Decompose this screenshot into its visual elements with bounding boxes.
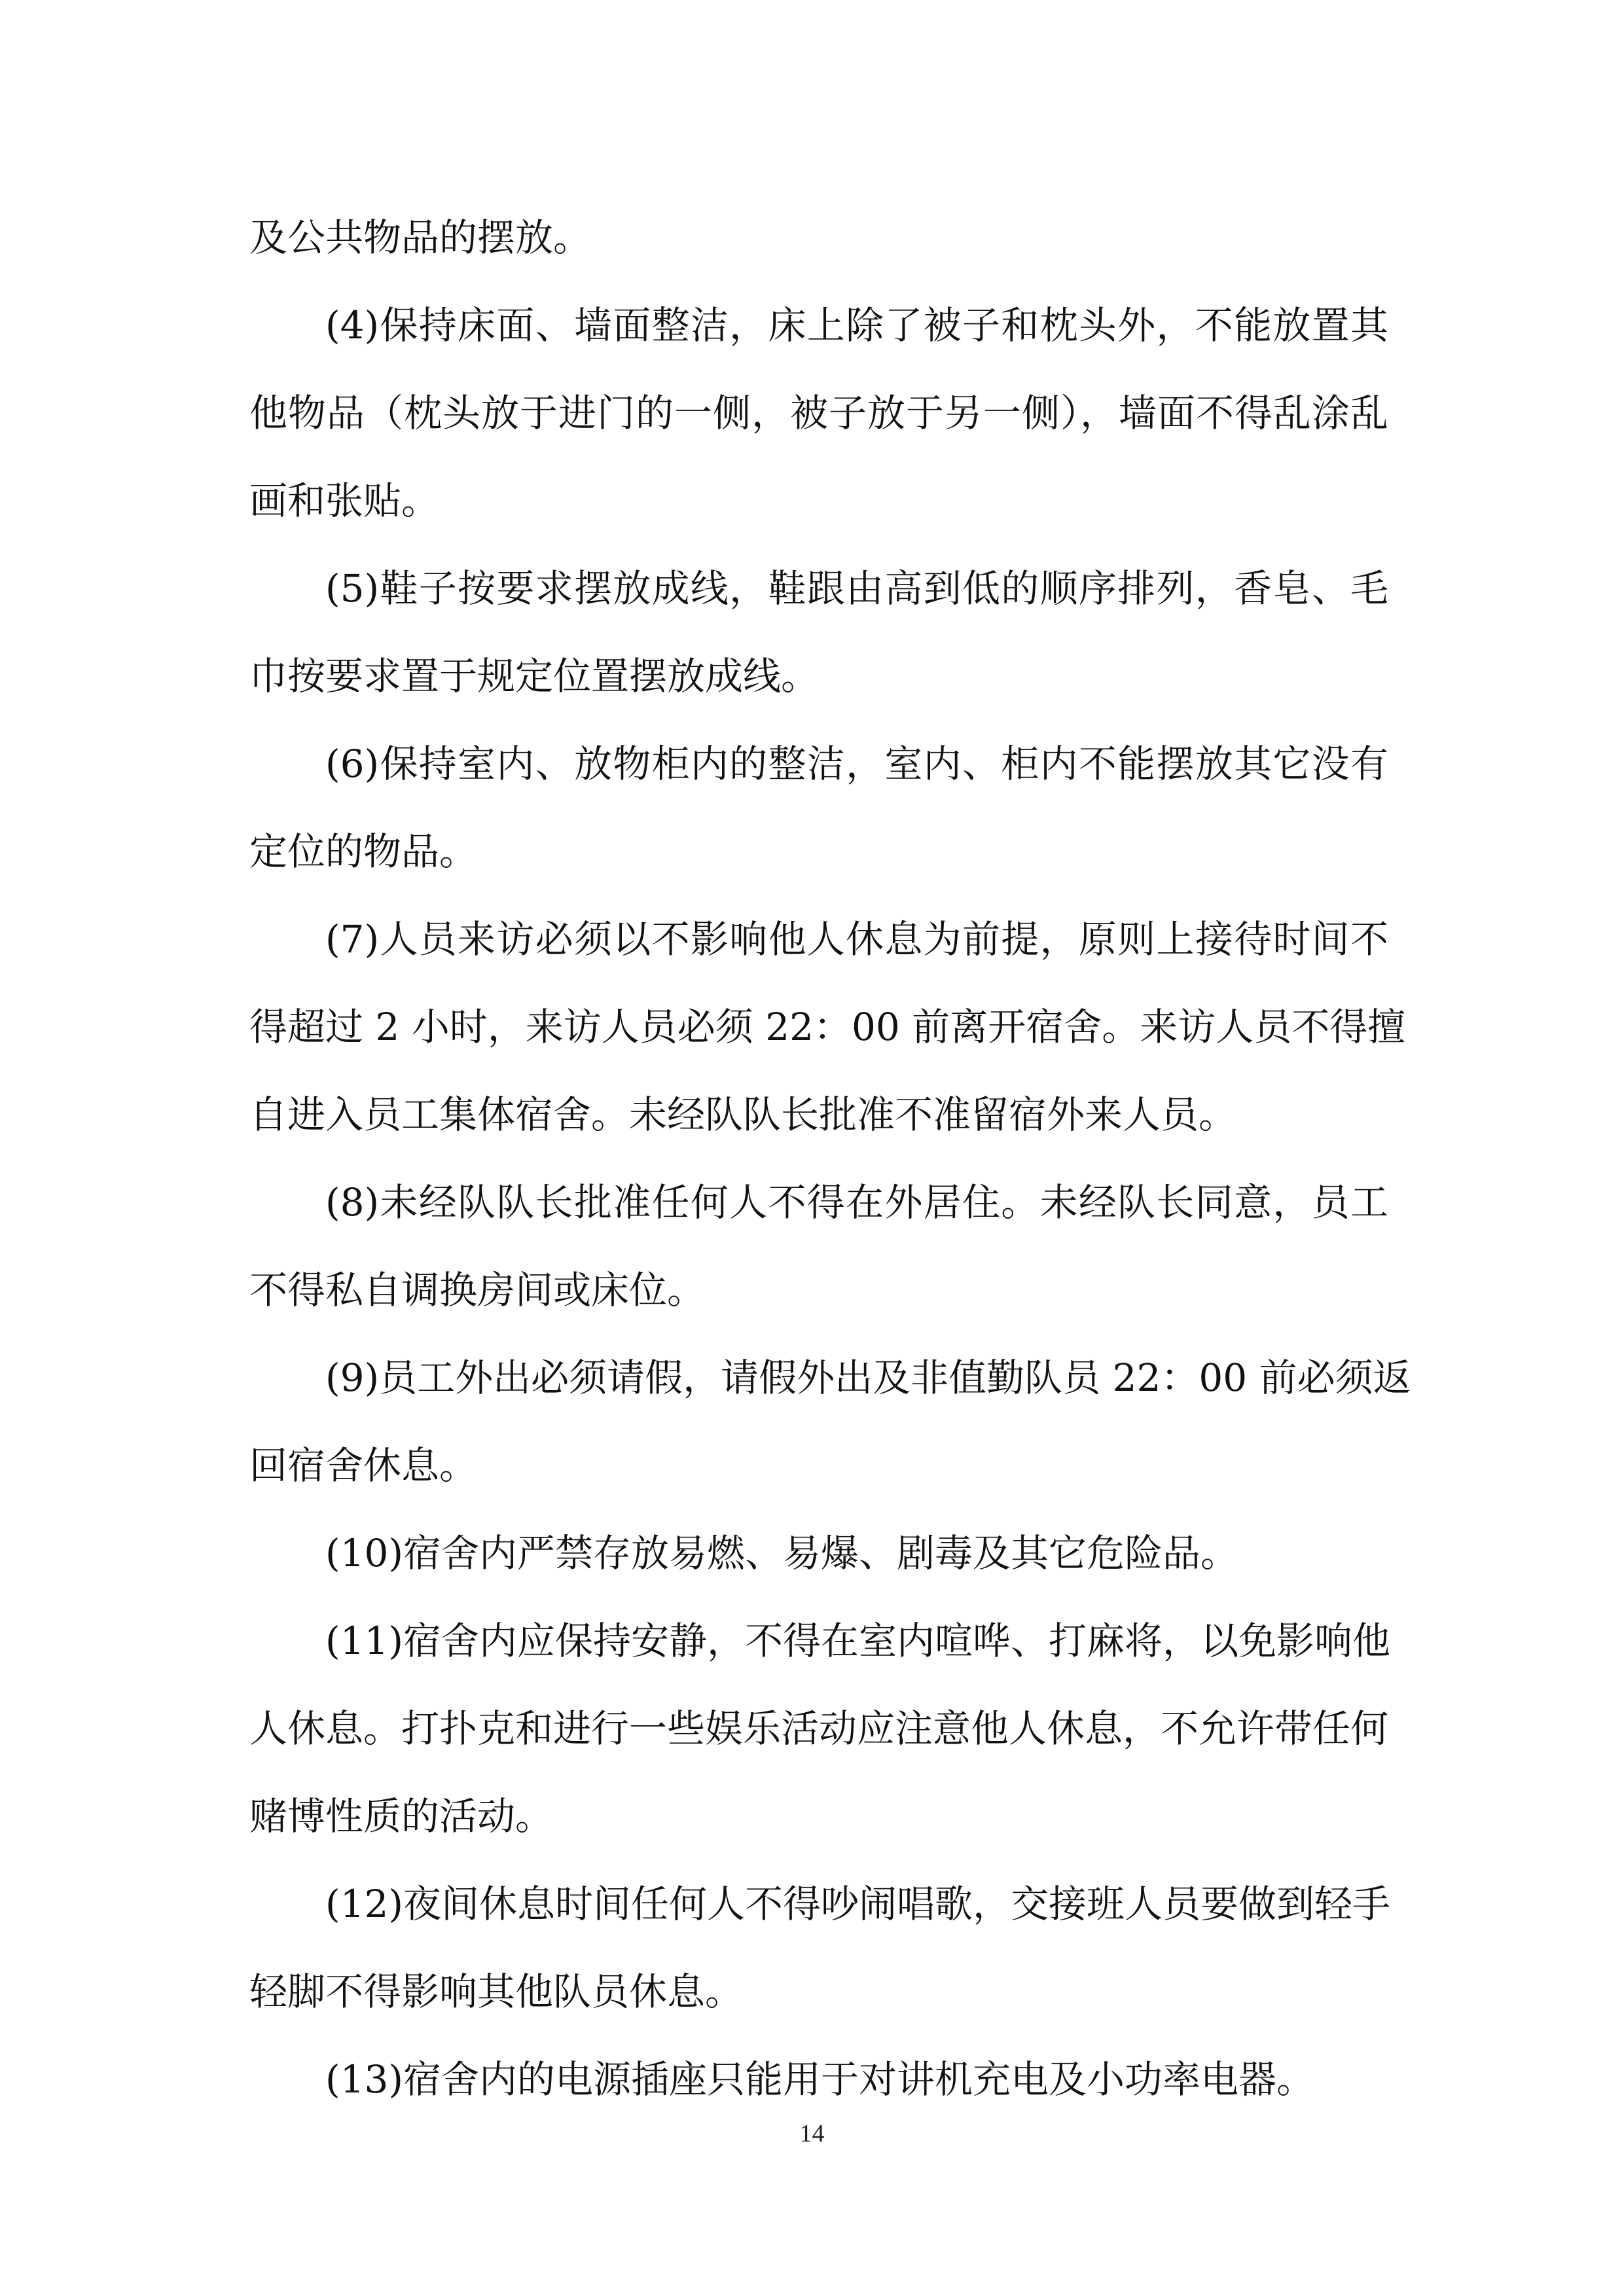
text-line: 画和张贴。 [249,478,440,523]
text-line: 他物品（枕头放于进门的一侧，被子放于另一侧），墙面不得乱涂乱 [249,391,1388,435]
text-line: 自进入员工集体宿舍。未经队队长批准不准留宿外来人员。 [249,1092,1237,1137]
text-line: (7)人员来访必须以不影响他人休息为前提，原则上接待时间不 [325,917,1388,961]
text-line: 定位的物品。 [249,829,478,874]
text-line: (12)夜间休息时间任何人不得吵闹唱歌，交接班人员要做到轻手 [325,1882,1391,1926]
text-line: 回宿舍休息。 [249,1443,478,1488]
text-line: (11)宿舍内应保持安静，不得在室内喧哗、打麻将，以免影响他 [325,1619,1391,1663]
text-line: (9)员工外出必须请假，请假外出及非值勤队员 22：00 前必须返 [325,1355,1411,1400]
text-line: 巾按要求置于规定位置摆放成线。 [249,654,820,698]
text-line: 得超过 2 小时，来访人员必须 22：00 前离开宿舍。来访人员不得擅 [249,1005,1406,1049]
text-line: (6)保持室内、放物柜内的整洁，室内、柜内不能摆放其它没有 [325,742,1388,786]
text-line: (13)宿舍内的电源插座只能用于对讲机充电及小功率电器。 [325,2057,1315,2102]
document-body [249,194,1411,2123]
text-line: 轻脚不得影响其他队员休息。 [249,1969,744,2014]
text-line: (8)未经队队长批准任何人不得在外居住。未经队长同意，员工 [325,1180,1388,1225]
page-number: 14 [799,2120,825,2147]
text-line: 不得私自调换房间或床位。 [249,1268,706,1312]
text-line: (4)保持床面、墙面整洁，床上除了被子和枕头外，不能放置其 [325,303,1388,348]
text-line: 人休息。打扑克和进行一些娱乐活动应注意他人休息，不允许带任何 [249,1706,1389,1751]
text-line: 赌博性质的活动。 [249,1794,554,1839]
text-line: (5)鞋子按要求摆放成线，鞋跟由高到低的顺序排列，香皂、毛 [325,566,1388,611]
text-line: (10)宿舍内严禁存放易燃、易爆、剧毒及其它危险品。 [325,1531,1239,1575]
text-line: 及公共物品的摆放。 [249,215,592,260]
